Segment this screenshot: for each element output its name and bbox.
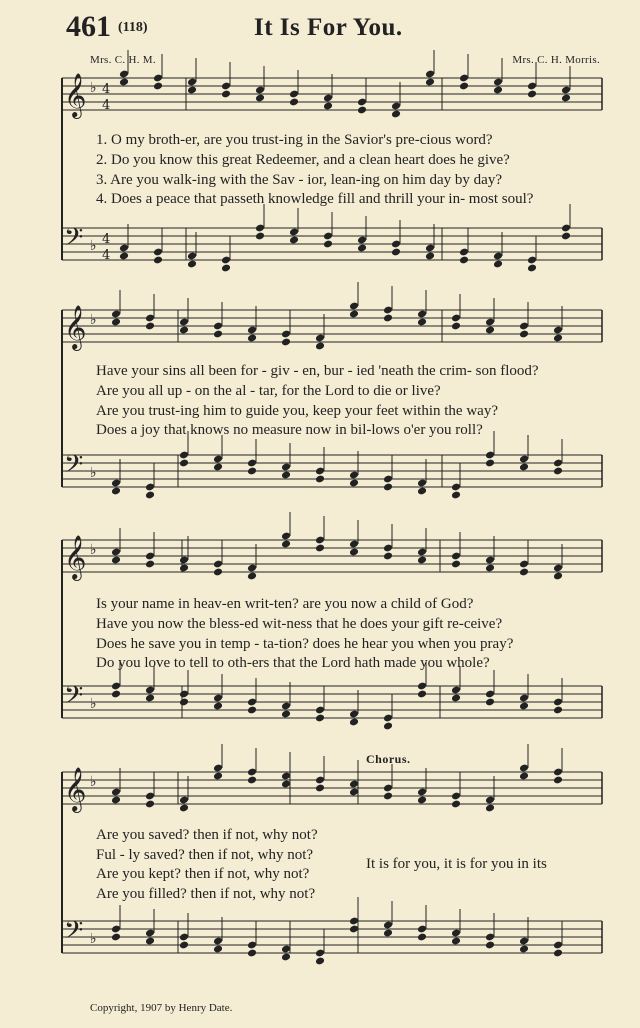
verse-3-line-1: 3. Are you walk-ing with the Sav - ior, lean-ing on him day by day? bbox=[96, 172, 502, 188]
svg-text:♭: ♭ bbox=[90, 931, 97, 947]
verse-2-line-1: 2. Do you know this great Redeemer, and a clean heart does he give? bbox=[96, 152, 510, 168]
refrain-line-3: Are you kept? then if not, why not? bbox=[96, 866, 310, 882]
svg-text:𝄞: 𝄞 bbox=[64, 73, 87, 117]
verse-1-line-2: Have your sins all been for - giv - en, bur - ied 'neath the crim- son flood? bbox=[96, 363, 539, 379]
verse-4-line-1: 4. Does a peace that passeth knowledge fill and thrill your in- most soul? bbox=[96, 191, 534, 207]
chorus-lyric: It is for you, it is for you in its bbox=[366, 856, 547, 872]
copyright-notice: Copyright, 1907 by Henry Date. bbox=[90, 1002, 233, 1014]
refrain-line-1: Are you saved? then if not, why not? bbox=[96, 827, 318, 843]
svg-text:4: 4 bbox=[102, 82, 111, 97]
verse-1-line-1: 1. O my broth-er, are you trust-ing in the Savior's pre-cious word? bbox=[96, 132, 493, 148]
verse-4-line-2: Does a joy that knows no measure now in bil-lows o'er you roll? bbox=[96, 422, 483, 438]
verse-1-line-3: Is your name in heav-en writ-ten? are you now a child of God? bbox=[96, 596, 474, 612]
refrain-line-2: Ful - ly saved? then if not, why not? bbox=[96, 847, 314, 863]
verse-3-line-2: Are you trust-ing him to guide you, keep your feet within the way? bbox=[96, 403, 498, 419]
svg-text:𝄢: 𝄢 bbox=[64, 223, 84, 258]
alt-hymn-number: (118) bbox=[118, 20, 148, 35]
svg-text:𝄢: 𝄢 bbox=[64, 916, 84, 951]
svg-text:𝄢: 𝄢 bbox=[64, 681, 84, 716]
svg-text:♭: ♭ bbox=[90, 542, 97, 558]
hymn-title: It Is For You. bbox=[254, 14, 403, 41]
svg-text:♭: ♭ bbox=[90, 312, 97, 328]
svg-text:♭: ♭ bbox=[90, 465, 97, 481]
svg-text:𝄞: 𝄞 bbox=[64, 535, 87, 579]
svg-text:𝄞: 𝄞 bbox=[64, 767, 87, 811]
verse-3-line-3: Does he save you in temp - ta-tion? does he hear you when you pray? bbox=[96, 636, 514, 652]
words-credit: Mrs. C. H. M. bbox=[90, 54, 156, 66]
svg-text:4: 4 bbox=[102, 98, 111, 113]
svg-text:4: 4 bbox=[102, 232, 111, 247]
svg-text:♭: ♭ bbox=[90, 80, 97, 96]
svg-text:4: 4 bbox=[102, 248, 111, 263]
svg-text:♭: ♭ bbox=[90, 696, 97, 712]
verse-4-line-3: Do you love to tell to oth-ers that the Lord hath made you whole? bbox=[96, 655, 490, 671]
music-credit: Mrs. C. H. Morris. bbox=[512, 54, 600, 66]
verse-2-line-3: Have you now the bless-ed wit-ness that he does your gift re-ceive? bbox=[96, 616, 503, 632]
refrain-line-4: Are you filled? then if not, why not? bbox=[96, 886, 316, 902]
svg-text:♭: ♭ bbox=[90, 774, 97, 790]
hymn-number: 461 bbox=[66, 10, 111, 43]
svg-text:𝄞: 𝄞 bbox=[64, 305, 87, 349]
svg-text:𝄢: 𝄢 bbox=[64, 450, 84, 485]
svg-text:♭: ♭ bbox=[90, 238, 97, 254]
chorus-label: Chorus. bbox=[366, 752, 411, 766]
verse-2-line-2: Are you all up - on the al - tar, for the Lord to die or live? bbox=[96, 383, 441, 399]
